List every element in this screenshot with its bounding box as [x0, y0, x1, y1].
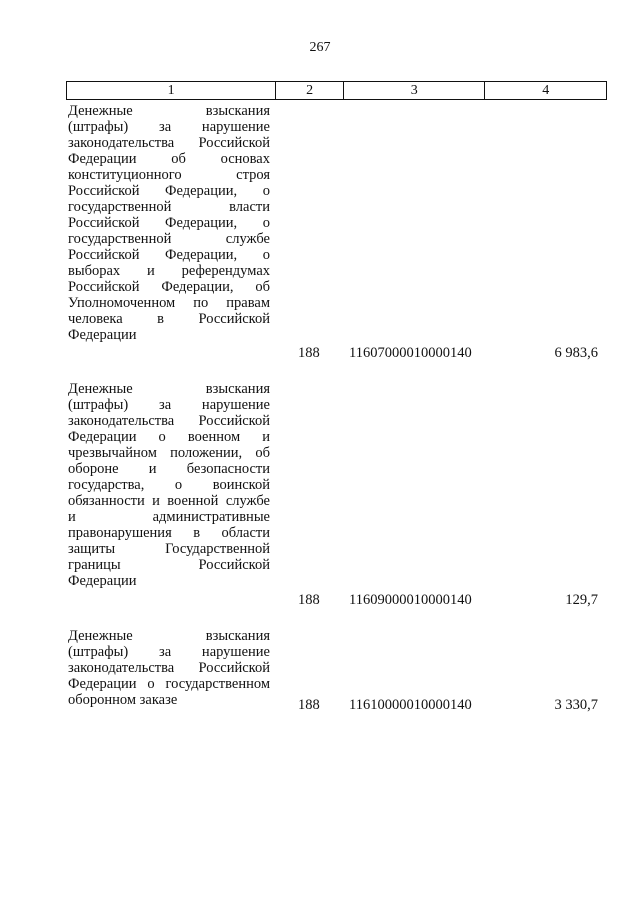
description-line: Денежные взыскания	[68, 381, 270, 397]
description-line: границы Российской	[68, 557, 270, 573]
amount: 129,7	[565, 592, 598, 608]
description-line: Уполномоченном по правам	[68, 295, 270, 311]
description-line: правонарушения в области	[68, 525, 270, 541]
row-description	[68, 628, 270, 708]
budget-code: 11607000010000140	[349, 345, 472, 361]
header-col-1: 1	[67, 82, 276, 99]
description-line: законодательства Российской	[68, 660, 270, 676]
description-line: Федерации об основах	[68, 151, 270, 167]
description-line: человека в Российской	[68, 311, 270, 327]
description-line: защиты Государственной	[68, 541, 270, 557]
budget-code: 11610000010000140	[349, 697, 472, 713]
description-line: Федерации о государственном	[68, 676, 270, 692]
description-line: Российской Федерации, об	[68, 279, 270, 295]
description-line: Российской Федерации, о	[68, 247, 270, 263]
header-col-4: 4	[542, 83, 550, 98]
description-line: и административные	[68, 509, 270, 525]
description-line: Федерации о военном и	[68, 429, 270, 445]
amount: 3 330,7	[554, 697, 598, 713]
description-line: законодательства Российской	[68, 135, 270, 151]
header-col-3: 3	[344, 82, 485, 99]
description-line: Денежные взыскания	[68, 103, 270, 119]
admin-code: 188	[298, 345, 320, 361]
description-line: Федерации	[68, 573, 137, 589]
description-line: чрезвычайном положении, об	[68, 445, 270, 461]
description-line: (штрафы) за нарушение	[68, 119, 270, 135]
description-line: законодательства Российской	[68, 413, 270, 429]
admin-code: 188	[298, 592, 320, 608]
description-line: Денежные взыскания	[68, 628, 270, 644]
description-line: государственной службе	[68, 231, 270, 247]
description-line: (штрафы) за нарушение	[68, 397, 270, 413]
description-line: выборах и референдумах	[68, 263, 270, 279]
amount: 6 983,6	[554, 345, 598, 361]
description-line: конституционного строя	[68, 167, 270, 183]
budget-code: 11609000010000140	[349, 592, 472, 608]
description-line: обязанности и военной службе	[68, 493, 270, 509]
description-line: оборонном заказе	[68, 692, 178, 708]
description-line: (штрафы) за нарушение	[68, 644, 270, 660]
page-number: 267	[309, 40, 331, 55]
description-line: Российской Федерации, о	[68, 215, 270, 231]
row-description	[68, 103, 270, 343]
description-line: Федерации	[68, 327, 137, 343]
admin-code: 188	[298, 697, 320, 713]
description-line: государственной власти	[68, 199, 270, 215]
table-header	[66, 81, 607, 100]
row-description	[68, 381, 270, 589]
description-line: государства, о воинской	[68, 477, 270, 493]
header-col-2: 2	[276, 82, 344, 99]
description-line: Российской Федерации, о	[68, 183, 270, 199]
description-line: обороне и безопасности	[68, 461, 270, 477]
